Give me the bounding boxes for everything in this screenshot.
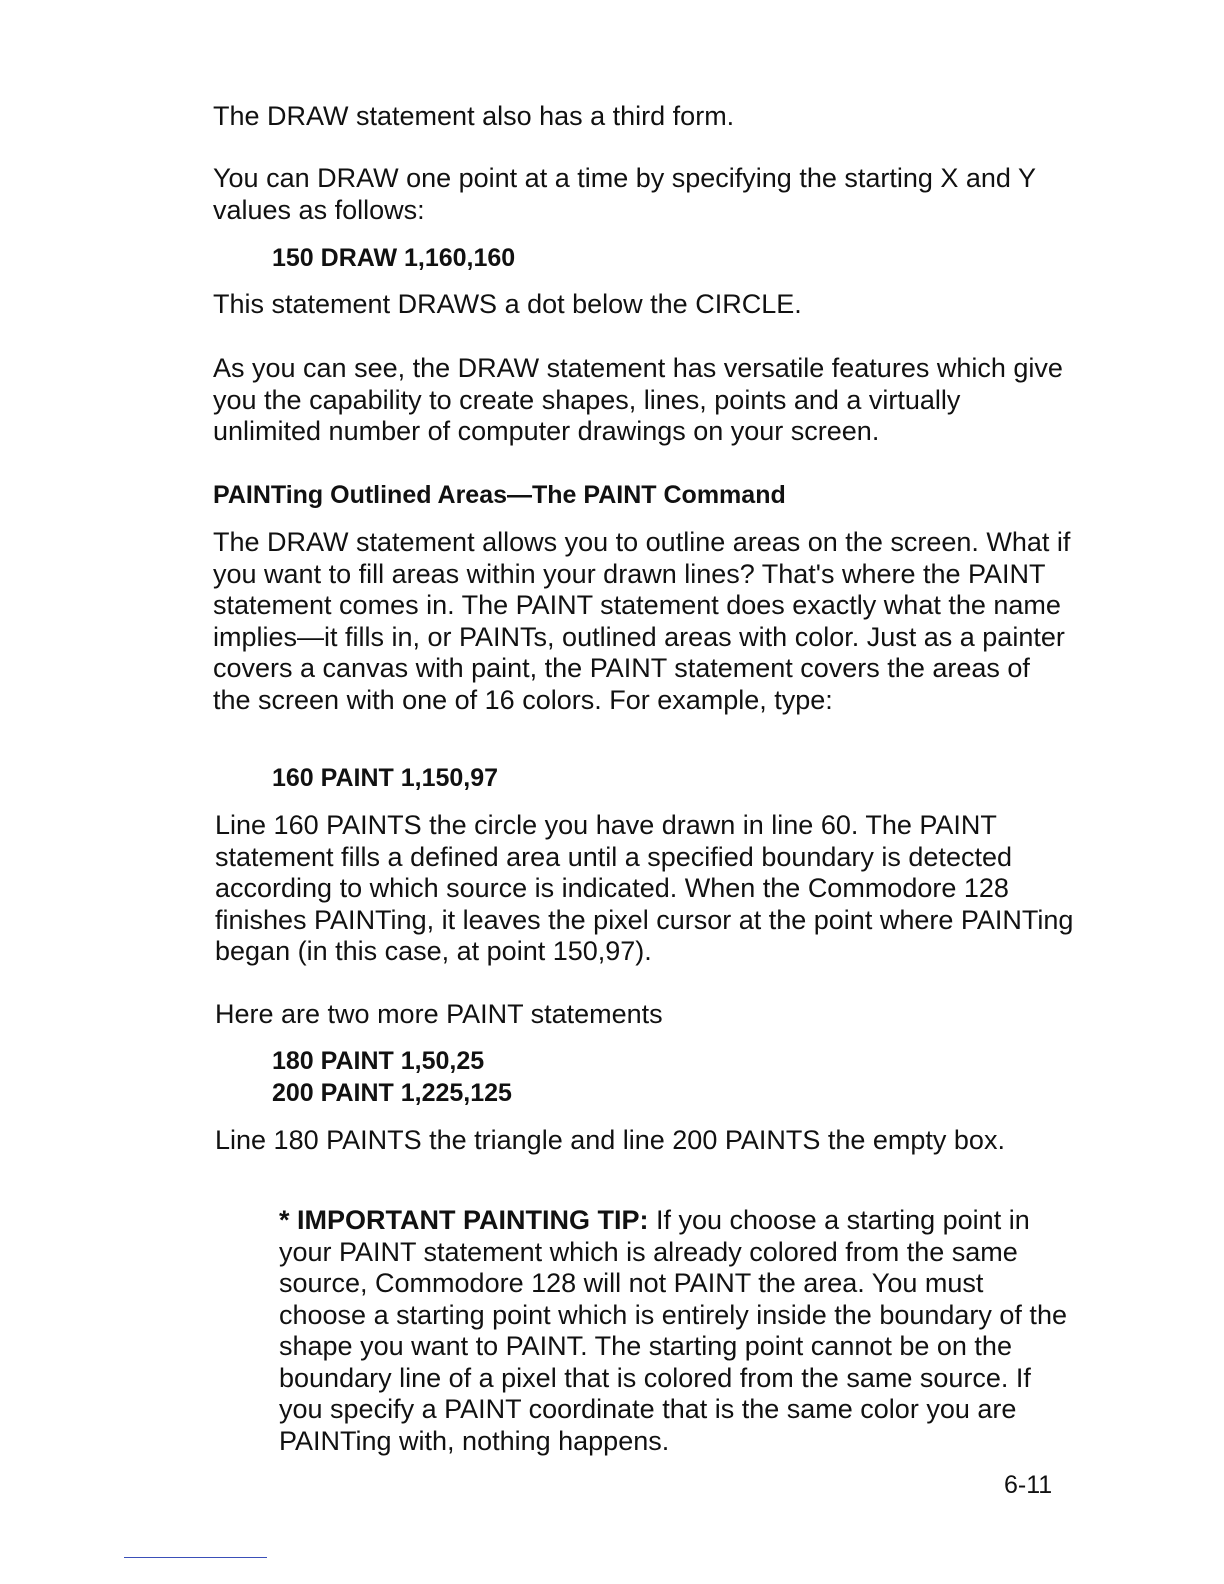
- code-line-160: 160 PAINT 1,150,97: [272, 764, 499, 792]
- paragraph-line-160: Line 160 PAINTS the circle you have drawn in line 60. The PAINT statement fills a defined area until a specified boundary is detected according to which source is indicated. When the Commodore 128 finishes PAINTing, it leaves the pixel cursor at the point where PAINTing began (in this case, at point 150,97).: [215, 810, 1074, 966]
- paragraph-draw-third-form: The DRAW statement also has a third form.: [213, 101, 735, 131]
- code-line-200: 200 PAINT 1,225,125: [272, 1079, 512, 1107]
- code-line-180: 180 PAINT 1,50,25: [272, 1047, 485, 1075]
- paragraph-draw-versatile: As you can see, the DRAW statement has versatile features which give you the capability to create shapes, lines, points and a virtually unlimited number of computer drawings on your screen.: [213, 353, 1063, 446]
- tip-text: If you choose a starting point in your PAINT statement which is already colored from the same source, Commodore 128 will not PAINT the area. You must choose a starting point which is entirely inside the boundary of the shape you want to PAINT. The starting point cannot be on the boundary line of a pixel that is colored from the same source. If you specify a PAINT coordinate that is the same color you are PAINTing with, nothing happens.: [279, 1205, 1067, 1456]
- page-number: 6-11: [1004, 1471, 1053, 1499]
- paragraph-dot-below-circle: This statement DRAWS a dot below the CIRCLE.: [213, 289, 802, 319]
- code-line-150: 150 DRAW 1,160,160: [272, 244, 516, 272]
- paragraph-line-180-200: Line 180 PAINTS the triangle and line 200 PAINTS the empty box.: [215, 1125, 1005, 1155]
- paragraph-draw-one-point: You can DRAW one point at a time by specifying the starting X and Y values as follows:: [213, 163, 1036, 225]
- important-painting-tip: [279, 1205, 1069, 1457]
- tip-label: * IMPORTANT PAINTING TIP:: [279, 1205, 649, 1235]
- bottom-divider: [124, 1557, 267, 1558]
- section-heading-paint: PAINTing Outlined Areas—The PAINT Command: [213, 481, 786, 509]
- paragraph-two-more-paint: Here are two more PAINT statements: [215, 999, 663, 1029]
- paragraph-paint-intro: The DRAW statement allows you to outline areas on the screen. What if you want to fill areas within your drawn lines? That's where the PAINT statement comes in. The PAINT statement does exactly what the name implies—it fills in, or PAINTs, outlined areas with color. Just as a painter covers a canvas with paint, the PAINT statement covers the areas of the screen with one of 16 colors. For example, type:: [213, 527, 1071, 715]
